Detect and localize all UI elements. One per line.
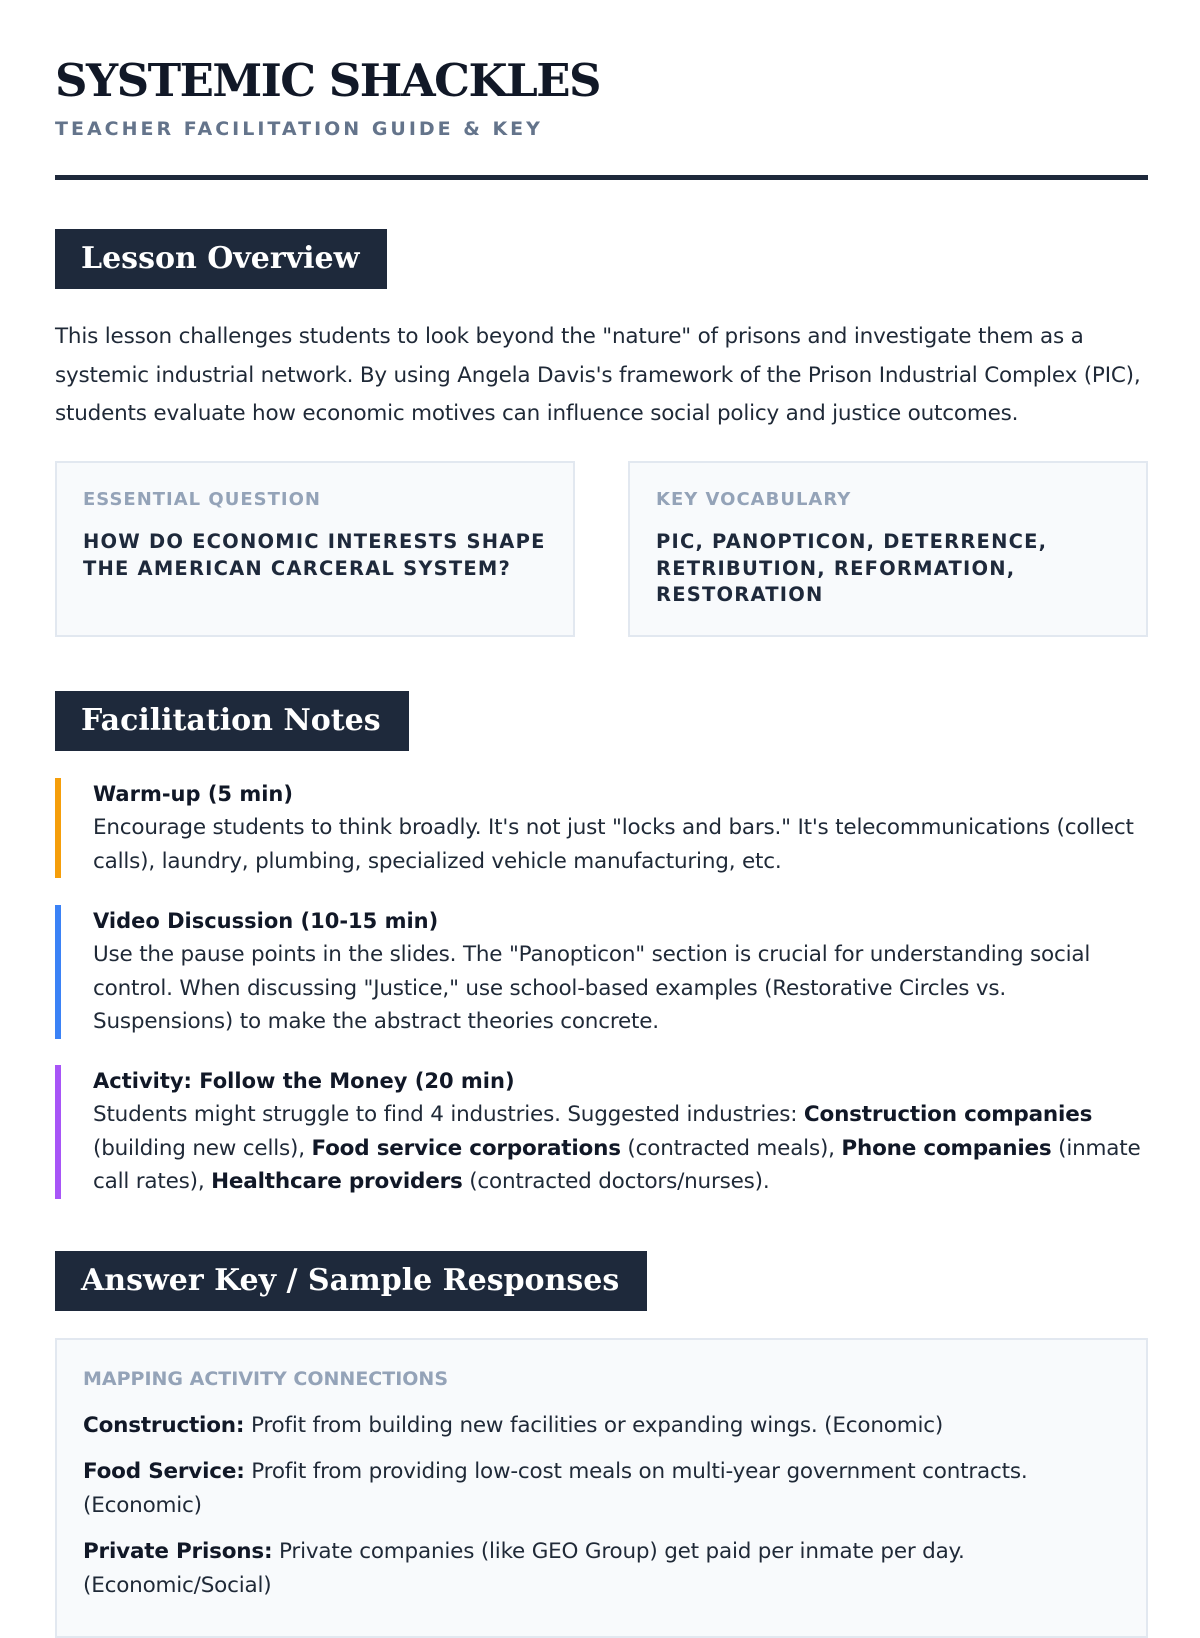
document-subtitle: TEACHER FACILITATION GUIDE & KEY (55, 118, 543, 140)
note-warm-up (55, 778, 1148, 878)
industry-name: Healthcare providers (211, 1169, 463, 1194)
essential-question-card (55, 461, 575, 637)
essential-question-text: HOW DO ECONOMIC INTERESTS SHAPE THE AMERICAN CARCERAL SYSTEM? (83, 530, 546, 580)
answer-term: Food Service: (83, 1459, 245, 1485)
answer-text: Profit from building new facilities or expanding wings. (Economic) (244, 1412, 944, 1438)
answer-key-heading: Answer Key / Sample Responses (55, 1251, 647, 1311)
note-intro: Students might struggle to find 4 industries. Suggested industries: (93, 1102, 804, 1127)
industry-name: Construction companies (803, 1102, 1093, 1127)
key-vocabulary-label: KEY VOCABULARY (656, 489, 852, 510)
answer-text: Profit from providing low-cost meals on multi-year government contracts. (Economic) (83, 1459, 1028, 1518)
industry-detail: (inmate call rates), (93, 1135, 1141, 1194)
note-body: Encourage students to think broadly. It's not just "locks and bars." It's telecommunications (collect calls), laundry, plumbing, specialized vehicle manufacturing, etc. (93, 815, 1134, 874)
industry-name: Food service corporations (311, 1135, 621, 1161)
answer-text: Private companies (like GEO Group) get paid per inmate per day. (Economic/Social) (83, 1539, 965, 1598)
answer-item (83, 1455, 1120, 1522)
facilitation-notes-heading: Facilitation Notes (55, 691, 409, 751)
industry-detail: (building new cells), (93, 1135, 312, 1161)
note-activity-follow-the-money (55, 1065, 1148, 1199)
industry-detail: (contracted doctors/nurses). (462, 1169, 770, 1194)
lesson-overview-heading: Lesson Overview (55, 229, 387, 289)
key-vocabulary-card (628, 461, 1148, 637)
essential-question-label: ESSENTIAL QUESTION (83, 489, 321, 510)
note-title: Activity: Follow the Money (20 min) (93, 1069, 515, 1093)
lesson-overview-text: This lesson challenges students to look beyond the "nature" of prisons and investigate them as a systemic industrial network. By using Angela Davis's framework of the Prison Industrial Complex (PIC), students evaluate how economic motives can influence social policy and justice outcomes. (55, 324, 1141, 426)
answer-key-box (55, 1338, 1148, 1638)
note-title: Warm-up (5 min) (93, 782, 293, 806)
title-divider (55, 175, 1148, 180)
note-video-discussion (55, 905, 1148, 1039)
key-vocabulary-text: PIC, PANOPTICON, DETERRENCE, RETRIBUTION, REFORMATION, RESTORATION (656, 530, 1048, 606)
answer-item (83, 1535, 1120, 1602)
industry-detail: (contracted meals), (620, 1135, 842, 1161)
note-body: Use the pause points in the slides. The "Panopticon" section is crucial for understanding social control. When discussing "Justice," use school-based examples (Restorative Circles vs. Suspensions) to make the abstract theories concrete. (93, 942, 1091, 1034)
answer-term: Private Prisons: (83, 1539, 273, 1565)
note-title: Video Discussion (10-15 min) (93, 909, 439, 933)
note-body (93, 1098, 1148, 1199)
industry-name: Phone companies (841, 1135, 1052, 1161)
answer-term: Construction: (83, 1412, 245, 1438)
answer-item (83, 1409, 1120, 1443)
document-title: SYSTEMIC SHACKLES (55, 54, 601, 107)
answer-key-label: MAPPING ACTIVITY CONNECTIONS (83, 1368, 449, 1390)
